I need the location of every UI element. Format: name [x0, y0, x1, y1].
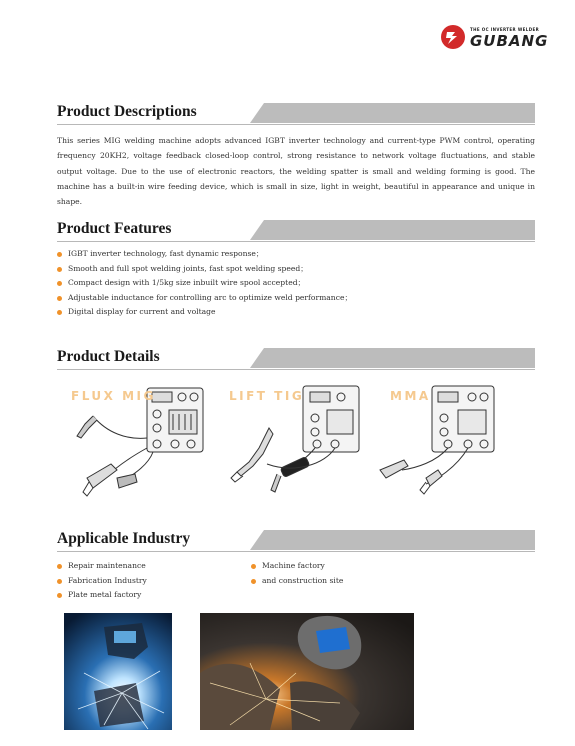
header-rule: [57, 241, 535, 242]
brand-logo-icon: [440, 24, 466, 50]
bullet-icon: [251, 579, 256, 584]
section-header-features: [57, 220, 535, 242]
header-bar: [250, 348, 535, 368]
feature-item: Digital display for current and voltage: [57, 305, 352, 320]
description-paragraph: This series MIG welding machine adopts advanced IGBT inverter technology and current-type PWM control, operating frequency 20KH2, voltage feedback closed-loop control, strong resistance to network voltage fluctuations, and stable output voltage. Due to the use of electronic reactors, the welding spatter is small and welding forming is good. The machine has a built-in wire feeding device, which is small in size, light in weight, beautiful in appearance and unique in shape.: [57, 136, 535, 207]
header-bar: [250, 103, 535, 123]
panel-label: MMA: [390, 389, 431, 403]
welding-photo-1: [64, 613, 172, 730]
industry-list-right: [251, 559, 343, 588]
bullet-icon: [57, 281, 62, 286]
brand-logo: [440, 22, 550, 54]
feature-item: IGBT inverter technology, fast dynamic response；: [57, 247, 352, 262]
detail-panel-flux-mig: [57, 378, 215, 502]
industry-item: Plate metal factory: [57, 588, 147, 603]
welding-photo-1-image: [64, 613, 172, 730]
header-rule: [57, 369, 535, 370]
feature-item: Smooth and full spot welding joints, fast spot welding speed；: [57, 262, 352, 277]
bullet-icon: [57, 579, 62, 584]
section-title: Product Features: [57, 220, 172, 237]
feature-item: Compact design with 1/5kg size inbuilt wire spool accepted；: [57, 276, 352, 291]
header-bar: [250, 220, 535, 240]
header-rule: [57, 551, 535, 552]
bullet-icon: [57, 310, 62, 315]
industry-item: Repair maintenance: [57, 559, 147, 574]
bullet-icon: [57, 267, 62, 272]
brand-name: GUBANG: [470, 32, 549, 50]
header-bar: [250, 530, 535, 550]
industry-item: Fabrication Industry: [57, 574, 147, 589]
section-header-descriptions: [57, 103, 535, 125]
header-rule: [57, 124, 535, 125]
industry-item: Machine factory: [251, 559, 343, 574]
welding-photo-2-image: [200, 613, 414, 730]
bullet-icon: [57, 252, 62, 257]
bullet-icon: [57, 564, 62, 569]
features-list: [57, 247, 352, 320]
brand-tagline: THE OC INVERTER WELDER: [470, 27, 540, 32]
detail-panel-lift-tig: [215, 378, 373, 502]
section-header-industry: [57, 530, 535, 552]
industry-item: and construction site: [251, 574, 343, 589]
bullet-icon: [57, 593, 62, 598]
feature-item: Adjustable inductance for controlling arc to optimize weld performance；: [57, 291, 352, 306]
section-title: Applicable Industry: [57, 530, 191, 547]
panel-label: FLUX MIG: [71, 389, 156, 403]
welding-photo-2: [200, 613, 414, 730]
bullet-icon: [251, 564, 256, 569]
industry-list-left: [57, 559, 147, 603]
panel-label: LIFT TIG: [229, 389, 305, 403]
section-title: Product Descriptions: [57, 103, 197, 120]
bullet-icon: [57, 296, 62, 301]
section-header-details: [57, 348, 535, 370]
detail-panel-mma: [376, 378, 534, 502]
section-title: Product Details: [57, 348, 160, 365]
